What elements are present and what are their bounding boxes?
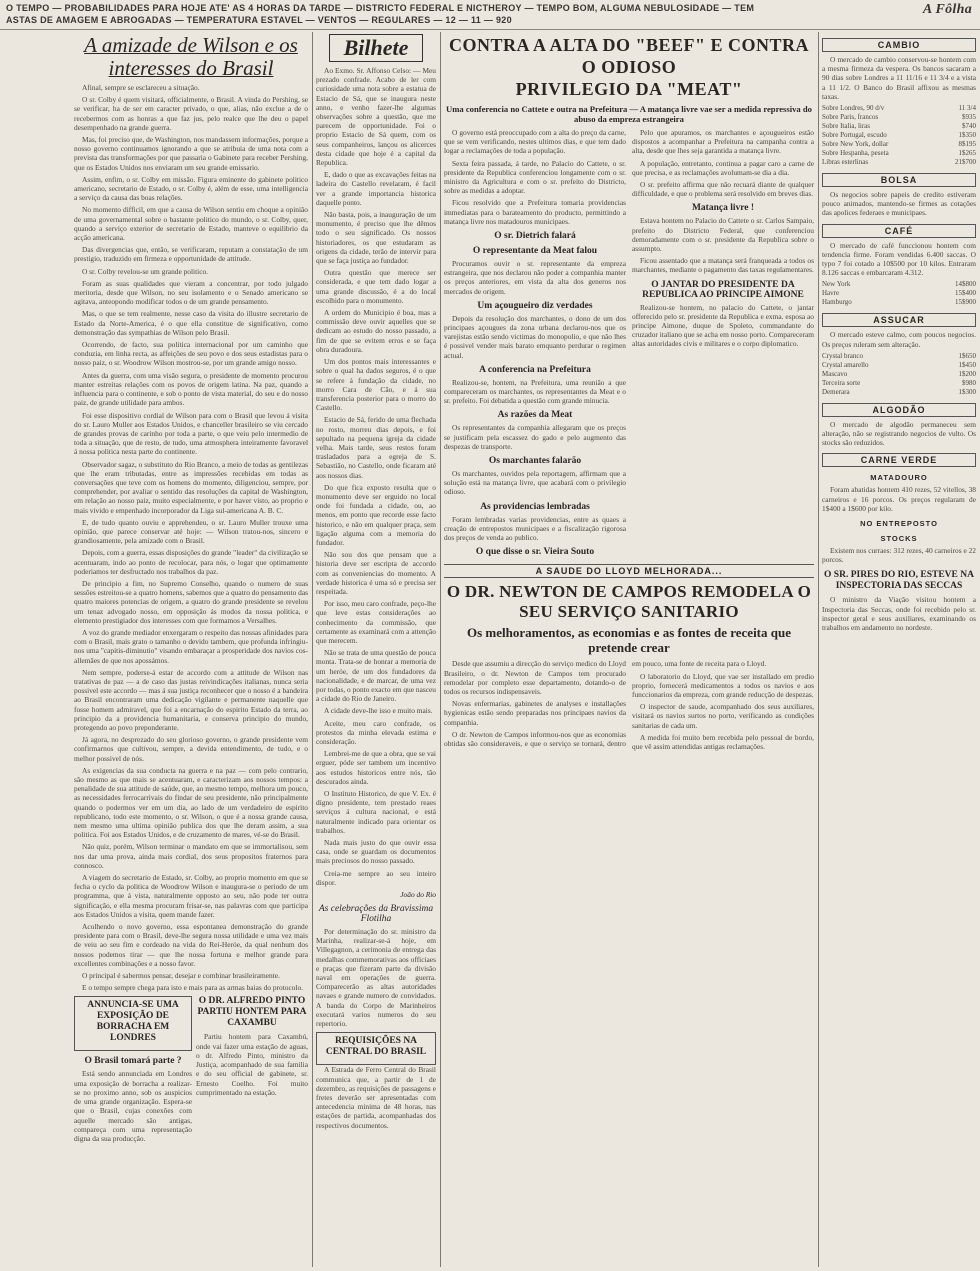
beef-subhead: Uma conferencia no Cattete e outra na Prefeitura — A matança livre vae ser a medida repressiva do abuso da empreza estrangeira	[446, 104, 812, 124]
article-paragraph: Os marchantes, ouvidos pela reportagem, affirmam que a solução está na matança livre, que acabará com o privilegio odioso.	[444, 469, 626, 497]
quote-value: 8$195	[958, 140, 976, 149]
weather-strip	[0, 0, 980, 30]
bilhete-body	[316, 66, 436, 887]
article-paragraph: Sexta feira passada, á tarde, no Palacio do Cattete, o sr. presidente da Republica conferenciou longamente com o sr. ministro da Agricultura e com o sr. prefeito do Districto, sobre as medidas a adoptar.	[444, 158, 626, 196]
requisicoes-headline: REQUISIÇÕES NA CENTRAL DO BRASIL	[325, 1036, 427, 1058]
article-paragraph: Depois da resolução dos marchantes, o dono de um dos principaes açougues da zona urbana declarou-nos que os varejistas estão sendo victimas do monopolio, e que não lhes é possivel vender mais barato emquanto perdurar o regimen actual.	[444, 313, 626, 360]
article-paragraph: Um dos pontos mais interessantes e sobre o qual ha dados seguros, é o que se refere á fundação da cidade, no morro Cara de Cão, e á sua transferencia posterior para o morro do Castello.	[316, 357, 436, 413]
weather-line-2: ASTAS DE AMAGEM E ABROGADAS — TEMPERATURA ESTAVEL — VENTOS — REGULARES — 12 — 11 — 920	[6, 15, 512, 25]
article-paragraph: Mas, o que se tem realmente, nesse caso da visita do illustre secretario de Estado da Norte-America, é o que ella constitue de significativo, como demonstração das sympathias de Wilson pelo Brasil.	[74, 309, 308, 337]
entreposto-head: NO ENTREPOSTO	[860, 519, 938, 529]
article-paragraph: O dr. Newton de Campos informou-nos que as economias obtidas são consideraveis, e que o serviço se tornará, dentro em pouco, uma fonte de receita para o Lloyd.	[444, 659, 767, 748]
quote-row	[822, 352, 976, 361]
quote-label: Sobre Londres, 90 d/v	[822, 104, 885, 113]
quote-value: 1$450	[958, 360, 976, 369]
article-paragraph: O laboratorio do Lloyd, que vae ser installado em predio proprio, fornecerá medicamentos a todos os navios e aos funccionarios da empreza, com grande reducção de despezas.	[632, 671, 814, 699]
article-paragraph: Ficou assentado que a matança será franqueada a todos os marchantes, mediante o pagamento das taxas regulamentares.	[632, 256, 814, 275]
assucar-head: ASSUCAR	[822, 313, 976, 327]
cafe-quotes	[822, 280, 976, 307]
carne-head: CARNE VERDE	[822, 453, 976, 467]
section-subheadline: As razões da Meat	[497, 410, 573, 421]
article-paragraph: O inspector de saude, acompanhado dos seus auxiliares, visitará os navios surtos no porto, verificando as condições sanitarias de cada um.	[632, 702, 814, 730]
headline-wilson: A amizade de Wilson e os interesses do Brasil	[84, 33, 298, 80]
quote-label: Terceira sorte	[822, 378, 861, 387]
article-paragraph: Não quiz, porém, Wilson terminar o mandato em que se immortalisou, sem nos dar uma prova, ainda mais cordial, dos seus propositos fraternos para connosco.	[74, 842, 308, 870]
requisicoes-text: A Estrada de Ferro Central do Brasil communica que, a partir de 1 de dezembro, as requisições de passagens e fretes deverão ser apresentadas com antecedencia minima de 48 horas, nas estações de partida, acompanhadas dos respectivos documentos.	[316, 1065, 436, 1130]
article-paragraph: E, de tudo quanto ouviu e apprehendeu, o sr. Lauro Muller trouxe uma opinião, que parece conservar até hoje: — Wilson tratou-nos, sincero e grandiosamente, pela amizade com o Brasil.	[74, 517, 308, 546]
quote-value: 15$900	[955, 298, 976, 307]
lloyd-bar: A SAUDE DO LLOYD MELHORADA...	[444, 564, 814, 578]
article-paragraph: Não sou dos que pensam que a historia deve ser escripta de accordo com as conveniencias do momento. A verdade historica é uma só e precisa ser respeitada.	[316, 550, 436, 596]
quote-row	[822, 379, 976, 388]
quote-row	[822, 158, 976, 167]
article-paragraph: Nada mais justo do que ouvir essa casa, onde se guardam os documentos mais preciosos do nosso passado.	[316, 838, 436, 866]
article-paragraph: Ao Exmo. Sr. Affonso Celso: — Meu prezado confrade. Acabo de ler com curiosidade uma nota sobre a estatua de Estacio de Sá, que se inaugura neste anno, e venho fazer-lhe algumas observações sobre a questão, que me parecem de opportunidade. Foi o proprio Estacio de Sá quem, com os seus companheiros, lançou os alicerces desta cidade que hoje é a capital da Republica.	[316, 66, 436, 168]
bolsa-text: Os negocios sobre papeis de credito estiveram pouco animados, mantendo-se firmes as cotações das apolices federaes e municipaes.	[822, 190, 976, 218]
article-paragraph: Realizou-se hontem, no palacio do Cattete, o jantar offerecido pelo sr. presidente da Republica e exma. esposa ao principe Aimone, duque de Spoleto, commandante do cruzador italiano que se acha em nosso porto. Compareceram altas autoridades civis e militares e o corpo diplomatico.	[632, 302, 814, 349]
requisicoes-box	[316, 1032, 436, 1065]
section-subheadline: O que disse o sr. Vieira Souto	[475, 547, 595, 558]
article-paragraph: A ordem do Municipio é boa, mas a commissão deve ouvir aquelles que se dedicam ao estudo do nosso passado, a fim de que se evitem erros e se faça obra duradoura.	[316, 308, 436, 354]
column-rule	[440, 32, 441, 1267]
quote-value: 11 3/4	[958, 104, 976, 113]
quote-label: Hamburgo	[822, 298, 852, 307]
stocks-head: STOCKS	[880, 534, 918, 544]
beef-columns	[444, 128, 814, 560]
article-paragraph: E, dado o que as excavações feitas na ladeira do Castello revelaram, é facil ver a grande importancia historica daquelle ponto.	[316, 170, 436, 207]
article-paragraph: O Instituto Historico, de que V. Ex. é digno presidente, tem prestado reaes serviços á cultura nacional, e está naturalmente indicado para orientar os trabalhos.	[316, 789, 436, 835]
quote-label: Sobre Paris, francos	[822, 113, 879, 122]
section-subheadline: O sr. Dietrich falará	[494, 231, 576, 242]
bilhete-title: Bilhete	[329, 34, 424, 62]
beef-left-column	[444, 128, 626, 560]
article-paragraph: As exigencias da sua conducta na guerra e na paz — com pelo contrario, são mesmo as que mais se acentuaram, e caracterizam aos nossos tempos: a penalidade de sua attitude de saúde, que, ao mesmo tempo, melhora um pouco, as necessidades ferrocarrivais do findar de seu presidente, não principalmente quando o podermos ver em um dia, ao lado de um verdadeiro de espirito republicano, todo este momento, o sr. Wilson, o que é a nossa grande causa, nem mesmo uma ultima opinião publica dos que lhe deram assim, a sua politica. Foi aos Estados Unidos, e de cruzamento de mares, vé-se do Brasil.	[74, 765, 308, 840]
quote-label: Mascavo	[822, 369, 848, 378]
article-paragraph: Das divergencias que, então, se verificaram, reputam a constatação de um prestigio, traduzido em firmeza e opportunidade de attitude.	[74, 245, 308, 264]
article-paragraph: Novas enfermarias, gabinetes de analyses e installações hygienicas estão sendo preparadas nos principaes navios da companhia.	[444, 699, 626, 727]
headline-beef	[444, 34, 814, 100]
flotilha-text: Por determinação do sr. ministro da Marinha, realizar-se-á hoje, em Villegagnon, a cerimonia de entrega das medalhas commemorativas aos officiaes e praças que fizeram parte da divisão naval em operações de guerra. Comparecerão as altas autoridades navaes e grande numero de convidados. A banda do Corpo de Marinheiros executará varios numeros do seu repertorio.	[316, 927, 436, 1029]
article-paragraph: De principio a fim, no Supremo Conselho, quando o numero de suas sessões estreitou-se a quatro homens, sabemos que a quatro do pensamento das quatro maiores potencias de origem, a quatro do grande presidente se revelou um tenaz advogado nosso, em opposição ás modos da nossa politica, e elemento prestigiador dos interesses com que formamos a Versalhes.	[74, 578, 308, 625]
cambio-head: CAMBIO	[822, 38, 976, 52]
article-paragraph: Nem sempre, poderse-á estar de accordo com a attitude de Wilson nas tratativas de paz — a de caso das justas reivindicações italianas, nunca seria possivel este accordo — mas á sua justiça reconhecer que o nosso é a bandeira ao Brasil encontraram uma dedicação vigilante e permanente naquelle que fosse homem admiravel, que foi a encarnação do espirito Estado da terra, ao principio da a providencia humanitaria, e conserva principio do mundo, protegendo ao povo preponderante.	[74, 667, 308, 732]
article-paragraph: Foram as suas qualidades que vieram a concentrar, por todo julgado meritoria, desde que Wilson, no seu isolamento e o Senado americano se agitava, anteopondo modificar todos o de um grande pensamento.	[74, 278, 308, 307]
quote-label: Sobre Hespanha, peseta	[822, 149, 889, 158]
article-paragraph: Foram lembradas varias providencias, entre as quaes a creação de entrepostos municipaes e a fiscalização rigorosa dos preços de venda ao publico.	[444, 514, 626, 543]
article-paragraph: No momento difficil, em que a causa de Wilson sentiu em choque a opinião de uma governamental sobre o bastante politico do mundo, o sr. Colby, quer, quando a serviço exterior de secretario de Estado, manteve o equilibrio da acção americana.	[74, 205, 308, 243]
section-subheadline: O representante da Meat falou	[472, 246, 598, 257]
lloyd-headline: O DR. NEWTON DE CAMPOS REMODELA O SEU SERVIÇO SANITARIO	[446, 582, 812, 622]
article-paragraph: Observador sagaz, o substituto do Rio Branco, a meio de todas as gentilezas que lhe eram tributadas, entre as impressões recebidas em todas as conversações que teve com os homens do momento, diligenciou, sempre, por comprehender, por avaliar o sentido das resoluções da capital de Washington, em relação ao nosso paiz, muito especialmente, e por haver visto, ao proprio e mais vivido e empenhado incorporador da Liga sul-americana A. B. C.	[74, 459, 308, 515]
article-paragraph: Estava hontem no Palacio do Cattete o sr. Carlos Sampaio, prefeito do Districto Federal, que conferenciou demoradamente com o sr. presidente da Republica sobre o assumpto.	[632, 216, 814, 254]
pinto-text: Partiu hontem para Caxambú, onde vai fazer uma estação de aguas, o dr. Alfredo Pinto, ministro da Justiça, acompanhado de sua familia e do seu official de gabinete, sr. Ernesto Coelho. Foi muito cumprimentado na estação.	[196, 1032, 308, 1097]
article-paragraph: Não basta, pois, a inauguração de um monumento, é preciso que lhe dêmos todo o seu significado. Os nossos historiadores, os que estudaram as origens da cidade, terão de intervir para que se faça justiça ao fundador.	[316, 210, 436, 266]
quote-value: $980	[962, 378, 976, 387]
column-markets	[822, 32, 976, 1267]
quote-row	[822, 149, 976, 158]
article-paragraph: A medida foi muito bem recebida pelo pessoal de bordo, que vê assim attendidas antigas reclamações.	[632, 732, 814, 751]
article-paragraph: Estacio de Sá, ferido de uma flechada no rosto, morreu dias depois, e foi sepultado na pequena igreja da cidade velha. Mais tarde, seus restos foram trasladados para a egreja de S. Sebastião, no Castello, onde ficaram até aos nossos dias.	[316, 415, 436, 480]
pinto-headline: O DR. ALFREDO PINTO PARTIU HONTEM PARA CAXAMBU	[197, 996, 307, 1029]
exposicao-box	[74, 996, 192, 1051]
section-subheadline: O JANTAR DO PRESIDENTE DA REPUBLICA AO PRINCIPE AIMONE	[642, 279, 804, 300]
article-paragraph: Outra questão que merece ser considerada, e que tem dado logar a uma grande discussão, é a do local escolhido para o monumento.	[316, 268, 436, 305]
quote-row	[822, 113, 976, 122]
article-paragraph: O sr. prefeito affirma que não recuará diante de qualquer difficuldade, e que o problema será resolvido em breves dias.	[632, 180, 814, 199]
article-paragraph: O sr. Colby revelou-se um grande politico.	[82, 266, 209, 276]
article-paragraph: Ficou resolvido que a Prefeitura tomaria providencias immediatas para o barateamento do producto, permittindo a matança livre nos matadouros municipaes.	[444, 198, 626, 226]
cambio-text: O mercado de cambio conservou-se hontem com a mesma firmeza da vespera. Os bancos sacaram a 90 dias sobre Londres a 11 11/16 e 11 3/4 e a vista a 11 1/2. O Banco do Brasil affixou as mesmas taxas.	[822, 55, 976, 101]
flotilha-headline: As celebrações da Bravissima Flotilha	[318, 904, 434, 925]
article-paragraph: O principal é sabermos pensar, desejar e combinar brasileiramente.	[82, 971, 280, 981]
lloyd-body	[444, 659, 814, 751]
quote-value: 21$700	[955, 158, 976, 167]
article-paragraph: Lembrei-me de que a obra, que se vai erguer, póde ser tambem um incentivo aos estudos historicos entre nós, tão descurados ainda.	[316, 749, 436, 786]
quote-value: 1$300	[958, 387, 976, 396]
cambio-quotes	[822, 104, 976, 167]
section-subheadline: As providencias lembradas	[480, 501, 590, 512]
article-paragraph: Procuramos ouvir o sr. representante da empreza estrangeira, que nos declarou não poder a companhia manter os preços anteriores, em vista da alta dos generos nos mercados de origem.	[444, 259, 626, 296]
article-paragraph: A cidade deve-lhe isso e muito mais.	[324, 706, 433, 716]
quote-value: $935	[962, 113, 976, 122]
bolsa-head: BOLSA	[822, 173, 976, 187]
column-rule	[818, 32, 819, 1267]
section-subheadline: Matança livre !	[691, 203, 755, 214]
headline-beef-line1: CONTRA A ALTA DO "BEEF" E CONTRA O ODIOSO	[448, 35, 810, 77]
column-beef	[444, 32, 814, 1267]
weather-line-1: O TEMPO — PROBABILIDADES PARA HOJE ATE' AS 4 HORAS DA TARDE — DISTRICTO FEDERAL E NICTHEROY — TEMPO BOM, ALGUMA NEBULOSIDADE — TEM	[6, 3, 755, 13]
quote-label: Havre	[822, 289, 840, 298]
article-paragraph: Por isso, meu caro confrade, peço-lhe que leve estas considerações ao conhecimento da commissão, que certamente as examinará com a attenção que merecem.	[316, 599, 436, 645]
article-paragraph: Assim, enfim, o sr. Colby em missão. Figura eminente do gabinete politico americano, secretario de Estado, o sr. Colby é, além de esse, uma intelligencia a serviço da causa das boas relações.	[74, 174, 308, 203]
bottom-briefs	[74, 996, 308, 1146]
column-rule	[312, 32, 313, 1267]
article-paragraph: Do que fica exposto resulta que o monumento deve ser erguido no local onde foi fundada a cidade, ou, ao menos, em ponto que recorde esse facto historico, e não em qualquer praça, sem ligação alguma com a memoria do fundador.	[316, 482, 436, 547]
quote-row	[822, 104, 976, 113]
article-paragraph: A viagem do secretario de Estado, sr. Colby, ao proprio momento em que se fecha o cyclo da politica de Woodrow Wilson e inaugura-se o periodo de um programma, que á vista, naturalmente opposto ao seu, não pode ter outra significação, e ella mesma procuram frisar-se, nas palavras com que participa aos Estados Unidos a visita, quem mande fazer.	[74, 873, 308, 919]
lloyd-subheadline: Os melhoramentos, as economias e as fontes de receita que pretende crear	[467, 625, 791, 656]
cafe-head: CAFÉ	[822, 224, 976, 238]
article-paragraph: Mas, foi preciso que, de Washington, nos mandassem informações, porque a nosso governo continuamos ignorando a que se atribuia de uma nota com a prevista das transformações por que passaria o Gabinete para receber Pershing, que os Estados Unidos nos enviaram um seu grande emissario.	[74, 135, 308, 172]
article-paragraph: Antes da guerra, com uma visão segura, o presidente de momento procurou manter estreitas relações com os povos de origem latina. Na paz, quando a influencia para o continente, e sob o ponto de vista material, do seu e do nosso paiz, de grande utilidade para ambos.	[74, 370, 308, 408]
article-paragraph: O governo está preoccupado com a alta do preço da carne, que se vem verificando, nestes ultimos dias, e que tem dado logar a reclamações de toda a população.	[444, 128, 626, 156]
quote-label: Sobre Italia, liras	[822, 122, 871, 131]
section-subheadline: Um açougueiro diz verdades	[477, 300, 593, 311]
quote-row	[822, 289, 976, 298]
quote-label: Crystal amarello	[822, 360, 869, 369]
brief-exposicao	[74, 996, 192, 1146]
pires-headline: O SR. PIRES DO RIO, ESTEVE NA INSPECTORIA DAS SECCAS	[824, 570, 974, 592]
article-paragraph: Realizou-se, hontem, na Prefeitura, uma reunião a que compareceram os marchantes, os representantes da Meat e o sr. prefeito. Foi debatida a questão com grande minucia.	[444, 377, 626, 406]
article-paragraph: O sr. Colby é quem visitará, officialmente, o Brasil. A vinda do Pershing, se se verificar, ha de ser em caracter privado, o que, alias, não exclue a de o recebermos com as honras a que faz jus, pelo realce que lhe deu o papel desempenhado na grande guerra.	[74, 95, 308, 132]
article-paragraph: A população, entretanto, continua a pagar caro a carne de que precisa, e as reclamações avolumam-se dia a dia.	[632, 158, 814, 177]
quote-value: 1$200	[958, 369, 976, 378]
article-paragraph: E o tempo sempre chega para isto e mais para as armas baias do protocolo.	[82, 983, 304, 993]
quote-row	[822, 361, 976, 370]
quote-label: New York	[822, 280, 851, 289]
article-paragraph: Creia-me sempre ao seu inteiro dispor.	[316, 868, 436, 887]
exposicao-subhead: O Brasil tomará parte ?	[84, 1056, 182, 1067]
quote-row	[822, 280, 976, 289]
quote-value: 1$265	[958, 149, 976, 158]
assucar-quotes	[822, 352, 976, 397]
article-paragraph: Os representantes da companhia allegaram que os preços se justificam pela escassez do gado e pelo augmento das despezas de transporte.	[444, 423, 626, 451]
assucar-text: O mercado esteve calmo, com poucos negocios. Os preços ruleram sem alteração.	[822, 330, 976, 349]
quote-label: Demerara	[822, 387, 850, 396]
article-paragraph: Acolhendo o novo governo, essa espontanea demonstração do grande presidente para com o Brasil, deve-lhe segura nossa utilidade e uma vez mais de veiu ao seu fim e cordeado na vida do Rei-Heróe, da qual nenhum dos nossos podemos tirar — que lhe nossa fortuna e melhor grande para excellentes combinações e a nosso favor.	[74, 922, 308, 968]
section-subheadline: Os marchantes falarão	[488, 456, 582, 467]
quote-row	[822, 388, 976, 397]
article-wilson-body	[74, 95, 308, 992]
article-paragraph: Ocorrendo, de facto, sua politica internacional por um caminho que conduzia, em linha recta, as affeições de seu povo e dos seus estadistas para o nosso paiz, o sr. Woodrow Wilson mostrou-se, por um grande amigo nosso.	[74, 340, 308, 368]
quote-label: Sobre Portugal, escudo	[822, 131, 887, 140]
bilhete-signature: João do Rio	[400, 890, 436, 900]
article-paragraph: Pelo que apuramos, os marchantes e açougueiros estão dispostos a acompanhar a Prefeitura na campanha contra a alta, desde que lhes seja garantida a matança livre.	[632, 128, 814, 156]
article-paragraph: Não se trata de uma questão de pouca monta. Trata-se de honrar a memoria de um heróe, de um dos fundadores da nacionalidade, e de marcar, de uma vez por todas, o ponto exacto em que nasceu a cidade do Rio de Janeiro.	[316, 648, 436, 704]
carne-subhead: MATADOURO	[870, 473, 928, 483]
article-paragraph: Foi esse dispositivo cordial de Wilson para com o Brasil que levou á visita do sr. Lauro Muller aos Estados Unidos, e chanceller brasileiro se viu cercado de grandes provas de carinho por toda a parte, o que veiu pelo intermedio de toda a situação, que de resto, de tudo, uma atmosphera inteiramente favoravel á nossa politica nesta parte do continente.	[74, 410, 308, 457]
quote-row	[822, 370, 976, 379]
pires-text: O ministro da Viação visitou hontem a Inspectoria das Seccas, onde foi recebido pelo sr. inspector geral e seus auxiliares, examinando os trabalhos em andamento no nordeste.	[822, 595, 976, 633]
quote-value: 14$800	[955, 280, 976, 289]
article-paragraph: Desde que assumiu a direcção do serviço medico do Lloyd Brasileiro, o dr. Newton de Campos tem procurado remodelar por completo esse departamento, dotando-o de todos os recursos indispensaveis.	[444, 659, 626, 696]
quote-label: Libras esterlinas	[822, 158, 869, 167]
quote-value: 1$350	[958, 131, 976, 140]
carne-text: Foram abatidas hontem 410 rezes, 52 vitellos, 38 carneiros e 16 porcos. Os preços regularam de 1$400 a 1$600 por kilo.	[822, 485, 976, 513]
quote-row	[822, 298, 976, 307]
stocks-text: Existem nos curraes: 312 rezes, 40 carneiros e 22 porcos.	[822, 546, 976, 565]
algodao-text: O mercado de algodão permaneceu sem alteração, não se registrando negocios de vulto. Os stocks são reduzidos.	[822, 419, 976, 448]
column-bilhete	[316, 32, 436, 1267]
quote-row	[822, 131, 976, 140]
quote-row	[822, 122, 976, 131]
quote-value: 15$400	[955, 289, 976, 298]
article-paragraph: Depois, com a guerra, essas disposições do grande "leader" da civilização se acentuaram, indo ao ponto de recolocar, para nós, o logar que optimamente poderiamos ter desfructado nos trabalhos da paz.	[74, 548, 308, 576]
quote-label: Sobre New York, dollar	[822, 140, 889, 149]
headline-beef-line2: PRIVILEGIO DA "MEAT"	[515, 79, 743, 99]
brief-alfredo-pinto	[196, 996, 308, 1146]
column-wilson	[74, 32, 308, 1267]
masthead: A Fôlha	[922, 2, 972, 17]
quote-value: $740	[962, 122, 976, 131]
section-subheadline: A conferencia na Prefeitura	[479, 364, 591, 375]
cafe-text: O mercado de café funccionou hontem com tendencia firme. Foram vendidas 6.400 saccas. O typo 7 foi cotado a 10$500 por 10 kilos. Entraram 8.126 saccas e embarcaram 4.312.	[822, 240, 976, 278]
article-paragraph: Já agora, no desprezado do seu glorioso governo, o grande presidente vem confirmarnos que cultivou, sempre, a devida entendimento, de tudo, e o melhor possivel de nós.	[74, 735, 308, 763]
quote-value: 1$650	[958, 351, 976, 360]
beef-right-column	[632, 128, 814, 560]
exposicao-headline: ANNUNCIA-SE UMA EXPOSIÇÃO DE BORRACHA EM LONDRES	[87, 1000, 179, 1044]
article-paragraph: Aceite, meu caro confrade, os protestos da minha elevada estima e consideração.	[316, 718, 436, 747]
quote-row	[822, 140, 976, 149]
exposicao-text: Está sendo annunciada em Londres uma exposição de borracha a realizar-se no proximo anno, sob os auspicios de uma grande organização. Espera-se que o Brasil, cujas conexões com aquelle mercado são antigas, compareça com uma representação digna da sua producção.	[74, 1069, 192, 1143]
algodao-head: ALGODÃO	[822, 403, 976, 417]
quote-label: Crystal branco	[822, 351, 864, 360]
article-paragraph: A voz do grande mediador enxergaram o respeito das nossas afinidades para com o Brasil, mais grato o tamanho o devido tambem, que profunda infringiu-nos uma "capitis-diminutio" visando embaraçar a prosperidade dos navios cos-allemães de que nos apossámos.	[74, 627, 308, 665]
lead-text: Afinal, sempre se esclareceu a situação.	[82, 83, 200, 92]
